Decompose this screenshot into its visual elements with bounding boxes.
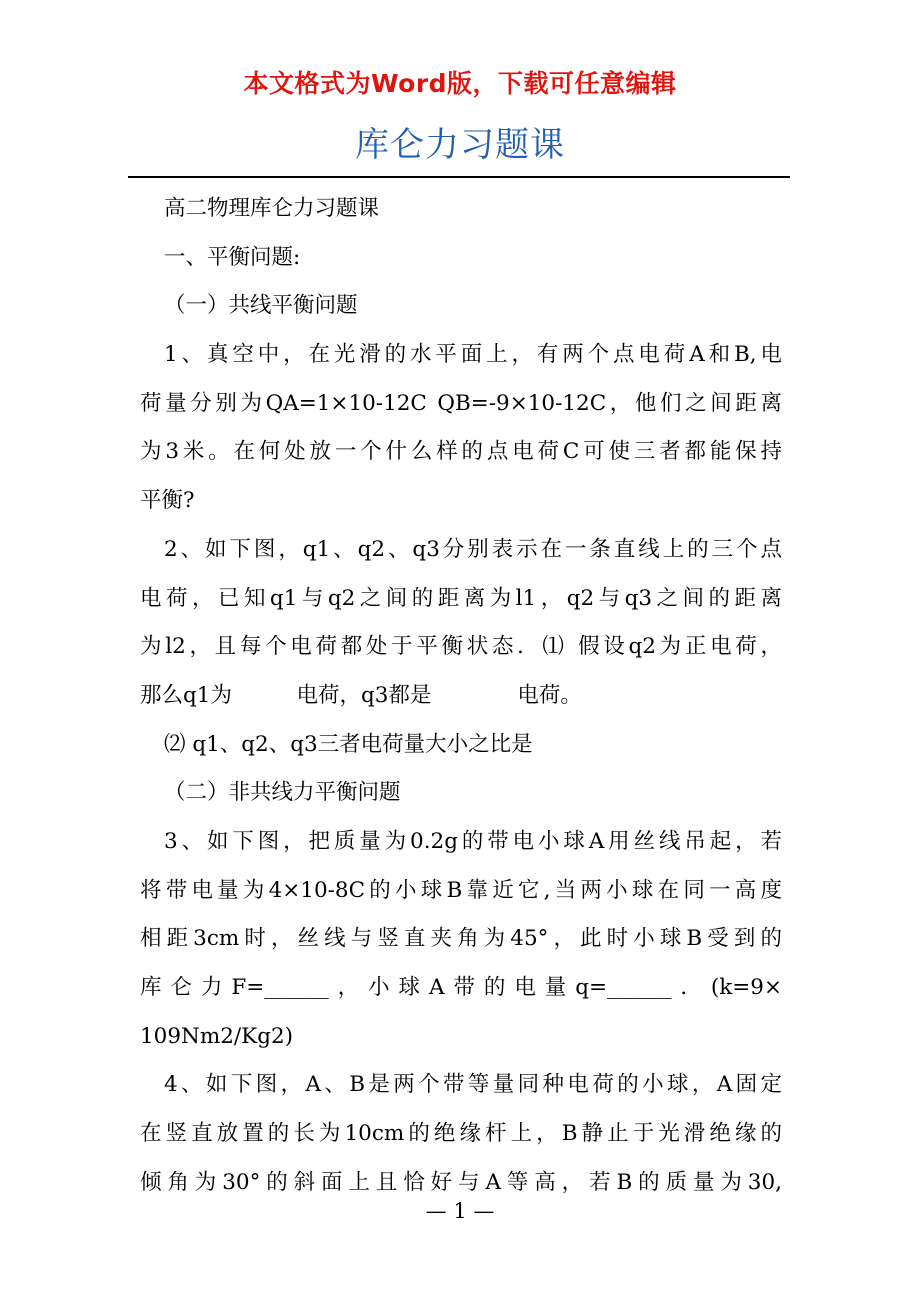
question-1-line-3: 为3米。在何处放一个什么样的点电荷C可使三者都能保持 [140, 439, 782, 465]
document-title: 库仑力习题课 [355, 125, 565, 165]
question-3-line-2: 将带电量为4×10-8C的小球B靠近它,当两小球在同一高度 [140, 877, 782, 903]
question-1-line-4: 平衡? [140, 488, 195, 514]
question-3-line-5: 109Nm2/Kg2) [140, 1023, 294, 1049]
question-1-line-2: 荷量分别为QA=1×10-12C QB=-9×10-12C，他们之间距离 [140, 390, 782, 416]
subsection-heading: （二）非共线力平衡问题 [164, 780, 401, 806]
question-3-line-1: 3、如下图，把质量为0.2g的带电小球A用丝线吊起，若 [164, 828, 782, 854]
question-2-line-2: 电荷，已知q1与q2之间的距离为l1，q2与q3之间的距离 [140, 585, 782, 611]
question-1-line-1: 1、真空中，在光滑的水平面上，有两个点电荷A和B,电 [164, 342, 782, 368]
subtitle-line: 高二物理库仑力习题课 [164, 196, 380, 221]
question-2-line-5: ⑵ q1、q2、q3三者电荷量大小之比是 [164, 731, 533, 757]
document-body [140, 185, 782, 1207]
question-2-line-4: 那么q1为 电荷，q3都是 电荷。 [140, 682, 582, 708]
question-2-line-1: 2、如下图，q1、q2、q3分别表示在一条直线上的三个点 [164, 536, 782, 562]
question-2-line-3: 为l2，且每个电荷都处于平衡状态．⑴ 假设q2为正电荷， [140, 634, 782, 660]
question-4-line-3: 倾角为30°的斜面上且恰好与A等高，若B的质量为30, [140, 1169, 782, 1195]
question-4-line-2: 在竖直放置的长为10cm的绝缘杆上，B静止于光滑绝缘的 [140, 1121, 782, 1147]
subsection-heading: （一）共线平衡问题 [164, 293, 358, 319]
question-4-line-1: 4、如下图，A、B是两个带等量同种电荷的小球，A固定 [164, 1072, 782, 1098]
question-3-line-3: 相距3cm时，丝线与竖直夹角为45°，此时小球B受到的 [140, 926, 782, 952]
question-3-line-4: 库仑力F=______，小球A带的电量q=______．(k=9× [140, 975, 782, 1000]
title-divider [128, 176, 790, 178]
section-heading: 一、平衡问题: [164, 244, 301, 270]
watermark-banner: 本文格式为Word版，下载可任意编辑 [243, 69, 677, 98]
page-number: — 1 — [425, 1199, 495, 1223]
